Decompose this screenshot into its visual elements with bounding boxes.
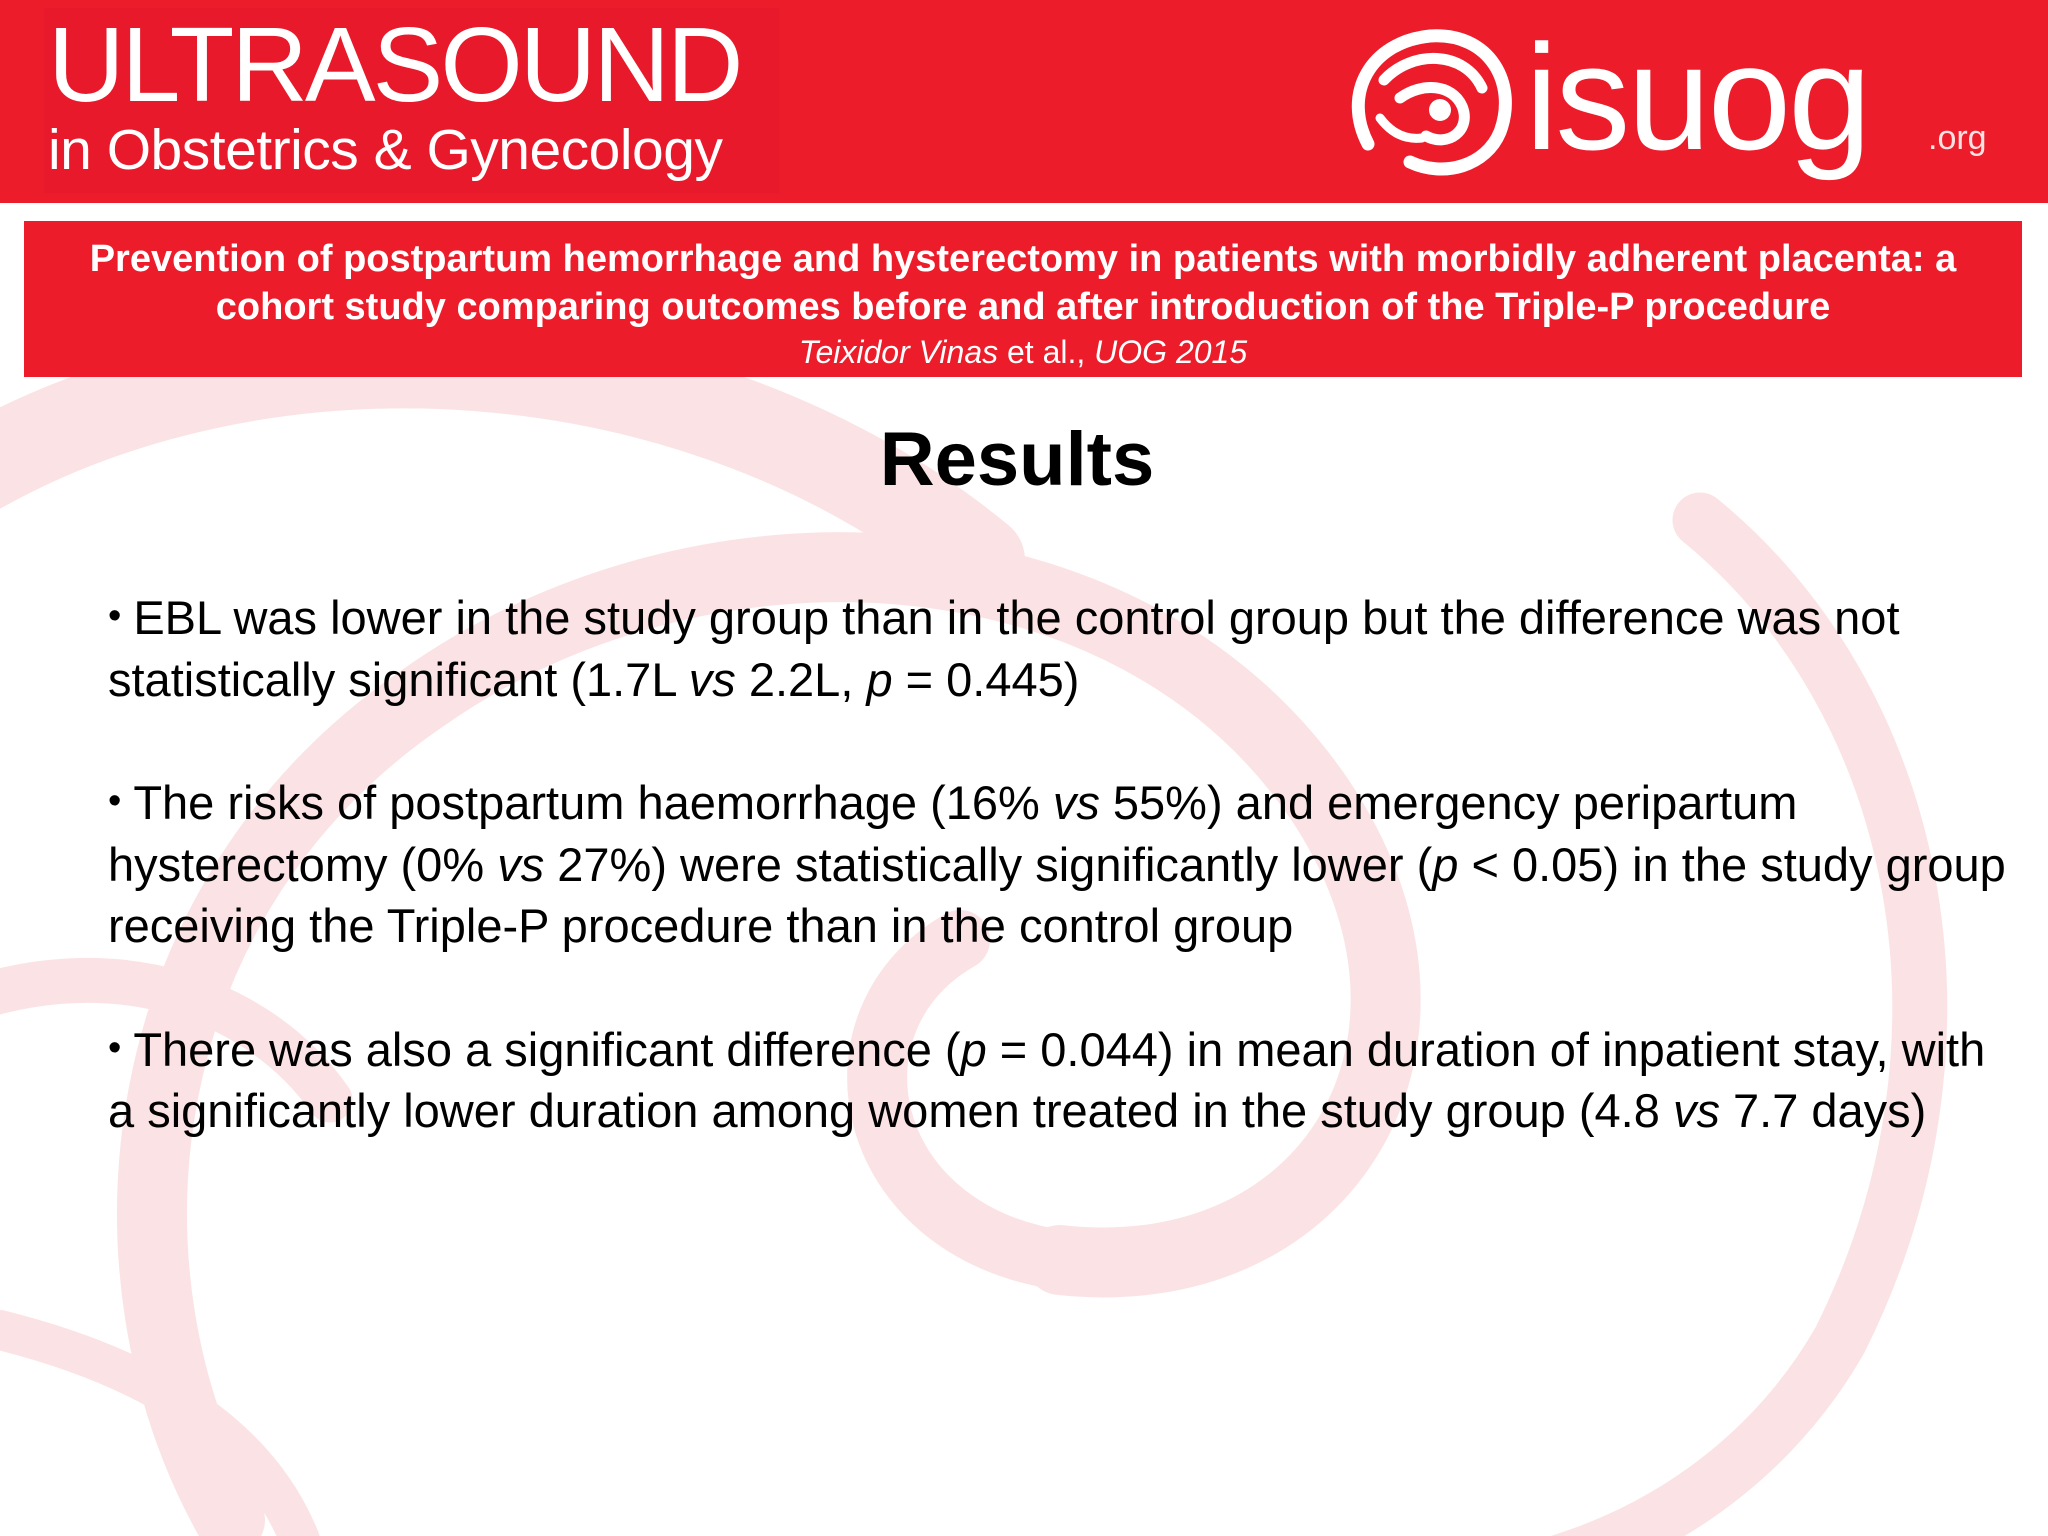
author-et-al: et al., [998,334,1095,370]
isuog-wordmark: isuog [1525,13,1869,181]
bullet-text-italic: p [1432,837,1459,891]
journal-header-banner [0,0,2048,203]
article-source: UOG 2015 [1094,334,1248,370]
bullet-ebl [108,586,2008,710]
bullet-text-italic: vs [1052,776,1100,829]
article-citation-box [24,221,2022,377]
bullet-marker: • [108,1026,122,1069]
bullet-text-italic: p [866,652,893,706]
bullet-inpatient-stay [108,1018,2008,1142]
bullet-text: There was also a significant difference ( [133,1022,961,1076]
bullet-marker: • [108,780,122,822]
journal-title-subtitle: in Obstetrics & Gynecology [48,118,723,182]
journal-title-main: ULTRASOUND [48,6,741,124]
bullet-text-italic: p [960,1022,987,1076]
isuog-domain-suffix: .org [1928,119,1987,157]
bullet-text: 27%) were statistically significantly lower ( [544,837,1433,891]
bullet-text: 2.2L, [735,652,867,706]
bullet-marker: • [108,595,122,637]
bullet-text-italic: vs [497,837,545,891]
bullet-text-italic: vs [1672,1084,1720,1137]
journal-title-block [44,8,779,193]
results-bullet-list [108,586,2008,1203]
article-authors [24,333,2022,371]
isuog-fetus-logo-icon [1340,14,1520,194]
bullet-text: The risks of postpartum haemorrhage (16% [133,776,1053,829]
bullet-text: < 0.05) in the study group receiving the Triple-P procedure than in the control group [108,837,2006,952]
bullet-text: EBL was lower in the study group than in the control group but the difference was not statistically significant (1.7L [108,591,1900,706]
isuog-logo[interactable] [1340,14,2040,194]
bullet-text: = 0.445) [892,652,1080,706]
bullet-text: 7.7 days) [1719,1084,1927,1137]
bullet-text: = 0.044) in mean duration of inpatient stay, with a significantly lower duration among women treated in the study group (4.8 [108,1022,1986,1137]
bullet-text: 55%) and emergency peripartum hysterectomy (0% [108,776,1798,891]
slide-title: Results [879,417,1155,502]
author-name: Teixidor Vinas [798,334,999,370]
bullet-text-italic: vs [688,652,736,706]
bullet-risks [108,771,2008,957]
article-title: Prevention of postpartum hemorrhage and hysterectomy in patients with morbidly adherent placenta: a cohort study comparing outcomes before and after introduction of the Triple-P procedure [89,238,1957,328]
